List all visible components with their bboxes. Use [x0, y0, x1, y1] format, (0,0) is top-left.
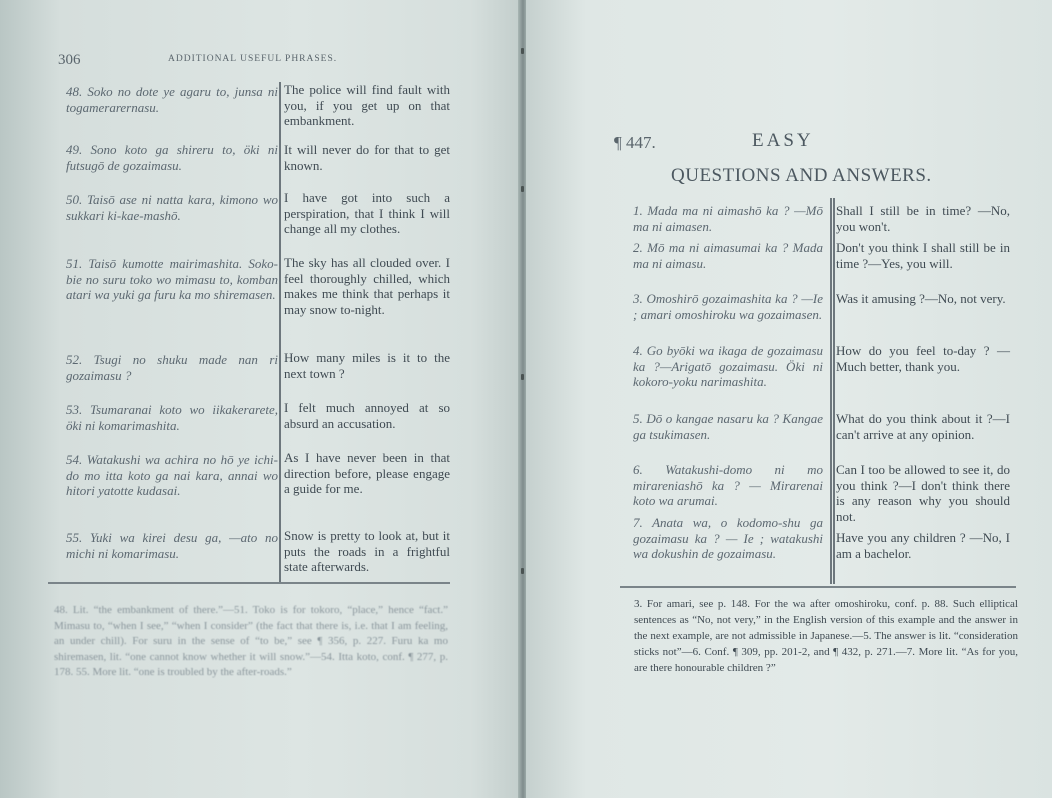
phrase-japanese: 54. Watakushi wa achira no hō ye ichi-do mo itta koto ga nai kara, annai wo hitori yatotte kudasai.: [66, 452, 278, 498]
phrase-japanese: 51. Taisō kumotte mairimashita. Soko-bie no suru toko wo mimasu to, komban atari wa yuki ga furu ka mo shiremasen.: [66, 256, 278, 302]
phrase-english: The police will find fault with you, if you get up on that embankment.: [284, 82, 450, 128]
running-title: ADDITIONAL USEFUL PHRASES.: [168, 54, 338, 64]
qa-japanese: 7. Anata wa, o kodomo-shu ga gozaimasu ka ? — Ie ; watakushi wa dokushin de gozaimasu.: [633, 515, 823, 561]
phrase-english: It will never do for that to get known.: [284, 142, 450, 173]
qa-english: Was it amusing ?—No, not very.: [836, 291, 1006, 306]
phrase-japanese: 52. Tsugi no shuku made nan ri gozaimasu ?: [66, 352, 278, 383]
left-footnote: 48. Lit. “the embankment of there.”—51. Toko is for tokoro, “place,” hence “fact.” Mimasu to, “when I see,” “when I consider” (the fact that there is, i.e. that I am feeling, an under chill). For suru in the sense of “to be,” see ¶ 356, p. 227. Furu ka mo shiremasen, lit. “one cannot know whether it will snow.”—54. Itta koto, conf. ¶ 277, p. 178. 55. More lit. “one is troubled by the after-roads.”: [54, 604, 448, 678]
phrase-english: How many miles is it to the next town ?: [284, 350, 450, 381]
qa-english: What do you think about it ?—I can't arrive at any opinion.: [836, 411, 1010, 442]
phrase-english: I have got into such a perspiration, that I think I will change all my clothes.: [284, 190, 450, 236]
qa-english: How do you feel to-day ? —Much better, thank you.: [836, 343, 1010, 374]
section-title-line2: QUESTIONS AND ANSWERS.: [671, 165, 932, 186]
qa-english: Don't you think I shall still be in time ?—Yes, you will.: [836, 240, 1010, 271]
phrase-english: The sky has all clouded over. I feel thoroughly chilled, which makes me think that perhaps it may snow to-night.: [284, 255, 450, 317]
phrase-japanese: 55. Yuki wa kirei desu ga, —ato no michi ni komarimasu.: [66, 530, 278, 561]
qa-japanese: 5. Dō o kangae nasaru ka ? Kangae ga tsukimasen.: [633, 411, 823, 442]
phrase-japanese: 48. Soko no dote ye agaru to, junsa ni togamerarernasu.: [66, 84, 278, 115]
qa-english: Can I too be allowed to see it, do you think ?—I don't think there is any reason why you should not.: [836, 462, 1010, 524]
left-running-head: [58, 52, 458, 69]
binding-stitch: [521, 568, 524, 574]
qa-japanese: 4. Go byōki wa ikaga de gozaimasu ka ?—Arigatō gozaimasu. Öki ni kokoro-yoku narimashita.: [633, 343, 823, 389]
phrase-english: I felt much annoyed at so absurd an accusation.: [284, 400, 450, 431]
phrase-english: As I have never been in that direction before, please engage a guide for me.: [284, 450, 450, 496]
section-number: ¶ 447.: [614, 133, 656, 152]
right-footnote: 3. For amari, see p. 148. For the wa after omoshiroku, conf. p. 88. Such elliptical sentences as “No, not very,” in the English version of this example and the answer in the next example, are not admissible in Japanese.—5. The answer is lit. “consideration sticks not”—6. Conf. ¶ 309, pp. 201-2, and ¶ 432, p. 271.—7. More lit. “As for you, are there honourable children ?”: [634, 598, 1018, 674]
binding-stitch: [521, 186, 524, 192]
qa-english: Have you any children ? —No, I am a bachelor.: [836, 530, 1010, 561]
qa-english: Shall I still be in time? —No, you won't.: [836, 203, 1010, 234]
left-footnote-rule: [48, 582, 450, 584]
qa-japanese: 2. Mō ma ni aimasumai ka ? Mada ma ni aimasu.: [633, 240, 823, 271]
binding-stitch: [521, 374, 524, 380]
phrase-japanese: 53. Tsumaranai koto wo iikakerarete, öki ni komarimashita.: [66, 402, 278, 433]
qa-japanese: 6. Watakushi-domo ni mo mirareniashō ka ? — Mirarenai koto wa arumai.: [633, 462, 823, 508]
right-page: [526, 0, 1052, 798]
right-footnote-rule: [620, 586, 1016, 588]
section-title-line1: EASY: [752, 130, 814, 151]
phrase-japanese: 49. Sono koto ga shireru to, öki ni futsugō de gozaimasu.: [66, 142, 278, 173]
qa-japanese: 3. Omoshirō gozaimashita ka ? —Ie ; amari omoshiroku wa gozaimasen.: [633, 291, 823, 322]
phrase-japanese: 50. Taisō ase ni natta kara, kimono wo sukkari ki-kae-mashō.: [66, 192, 278, 223]
phrase-english: Snow is pretty to look at, but it puts the roads in a frightful state afterwards.: [284, 528, 450, 574]
page-number: 306: [58, 52, 81, 68]
left-column-rule: [279, 82, 281, 582]
binding-stitch: [521, 48, 524, 54]
qa-japanese: 1. Mada ma ni aimashō ka ? —Mō ma ni aimasen.: [633, 203, 823, 234]
right-column-rule: [830, 198, 832, 584]
right-column-rule-double: [833, 198, 835, 584]
